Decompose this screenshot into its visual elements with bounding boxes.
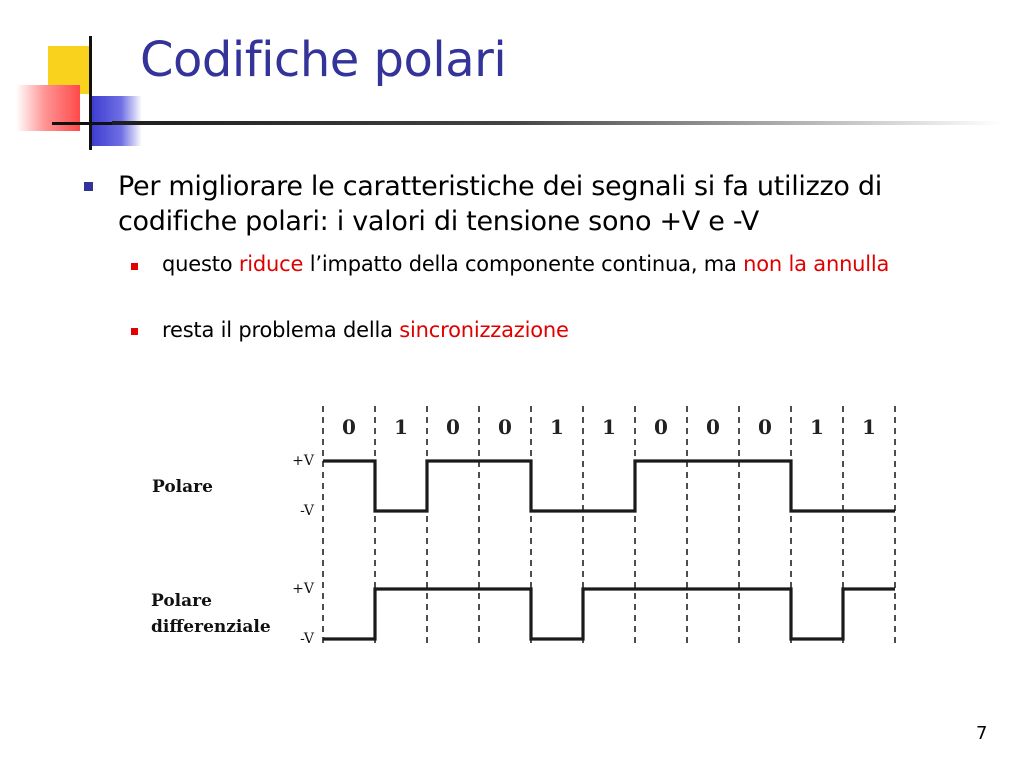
bit-label: 0 bbox=[342, 415, 356, 439]
bullet-text: Per migliorare le caratteristiche dei segnali si fa utilizzo di codifiche polari: i valori di tensione sono +V e -V bbox=[118, 171, 882, 237]
bit-label: 1 bbox=[602, 415, 616, 439]
minus-v-label: -V bbox=[300, 631, 314, 647]
bit-label: 0 bbox=[654, 415, 668, 439]
signal-name-label: Polare bbox=[152, 477, 213, 497]
sub-bullet-part: resta il problema della bbox=[162, 318, 400, 342]
sub-bullet-highlight: non la annulla bbox=[743, 252, 890, 276]
signal-name-label: differenziale bbox=[151, 617, 271, 637]
minus-v-label: -V bbox=[300, 503, 314, 519]
page-number: 7 bbox=[976, 723, 988, 744]
plus-v-label: +V bbox=[292, 581, 314, 597]
signal-waveform bbox=[323, 461, 895, 511]
bit-label: 0 bbox=[706, 415, 720, 439]
plus-v-label: +V bbox=[292, 453, 314, 469]
sub-bullet-highlight: sincronizzazione bbox=[399, 318, 569, 342]
slide-title: Codifiche polari bbox=[140, 32, 507, 88]
bit-label: 0 bbox=[758, 415, 772, 439]
bit-label: 0 bbox=[446, 415, 460, 439]
bit-label: 1 bbox=[550, 415, 564, 439]
sub-bullet-part: l’impatto della componente continua, ma bbox=[303, 252, 744, 276]
sub-bullet-part: questo bbox=[162, 252, 239, 276]
signal-name-label: Polare bbox=[151, 591, 212, 611]
signal-waveform bbox=[323, 589, 895, 639]
bit-label: 1 bbox=[394, 415, 408, 439]
bit-label: 1 bbox=[810, 415, 824, 439]
bit-label: 1 bbox=[862, 415, 876, 439]
bit-label: 0 bbox=[498, 415, 512, 439]
sub-bullet-highlight: riduce bbox=[238, 252, 304, 276]
